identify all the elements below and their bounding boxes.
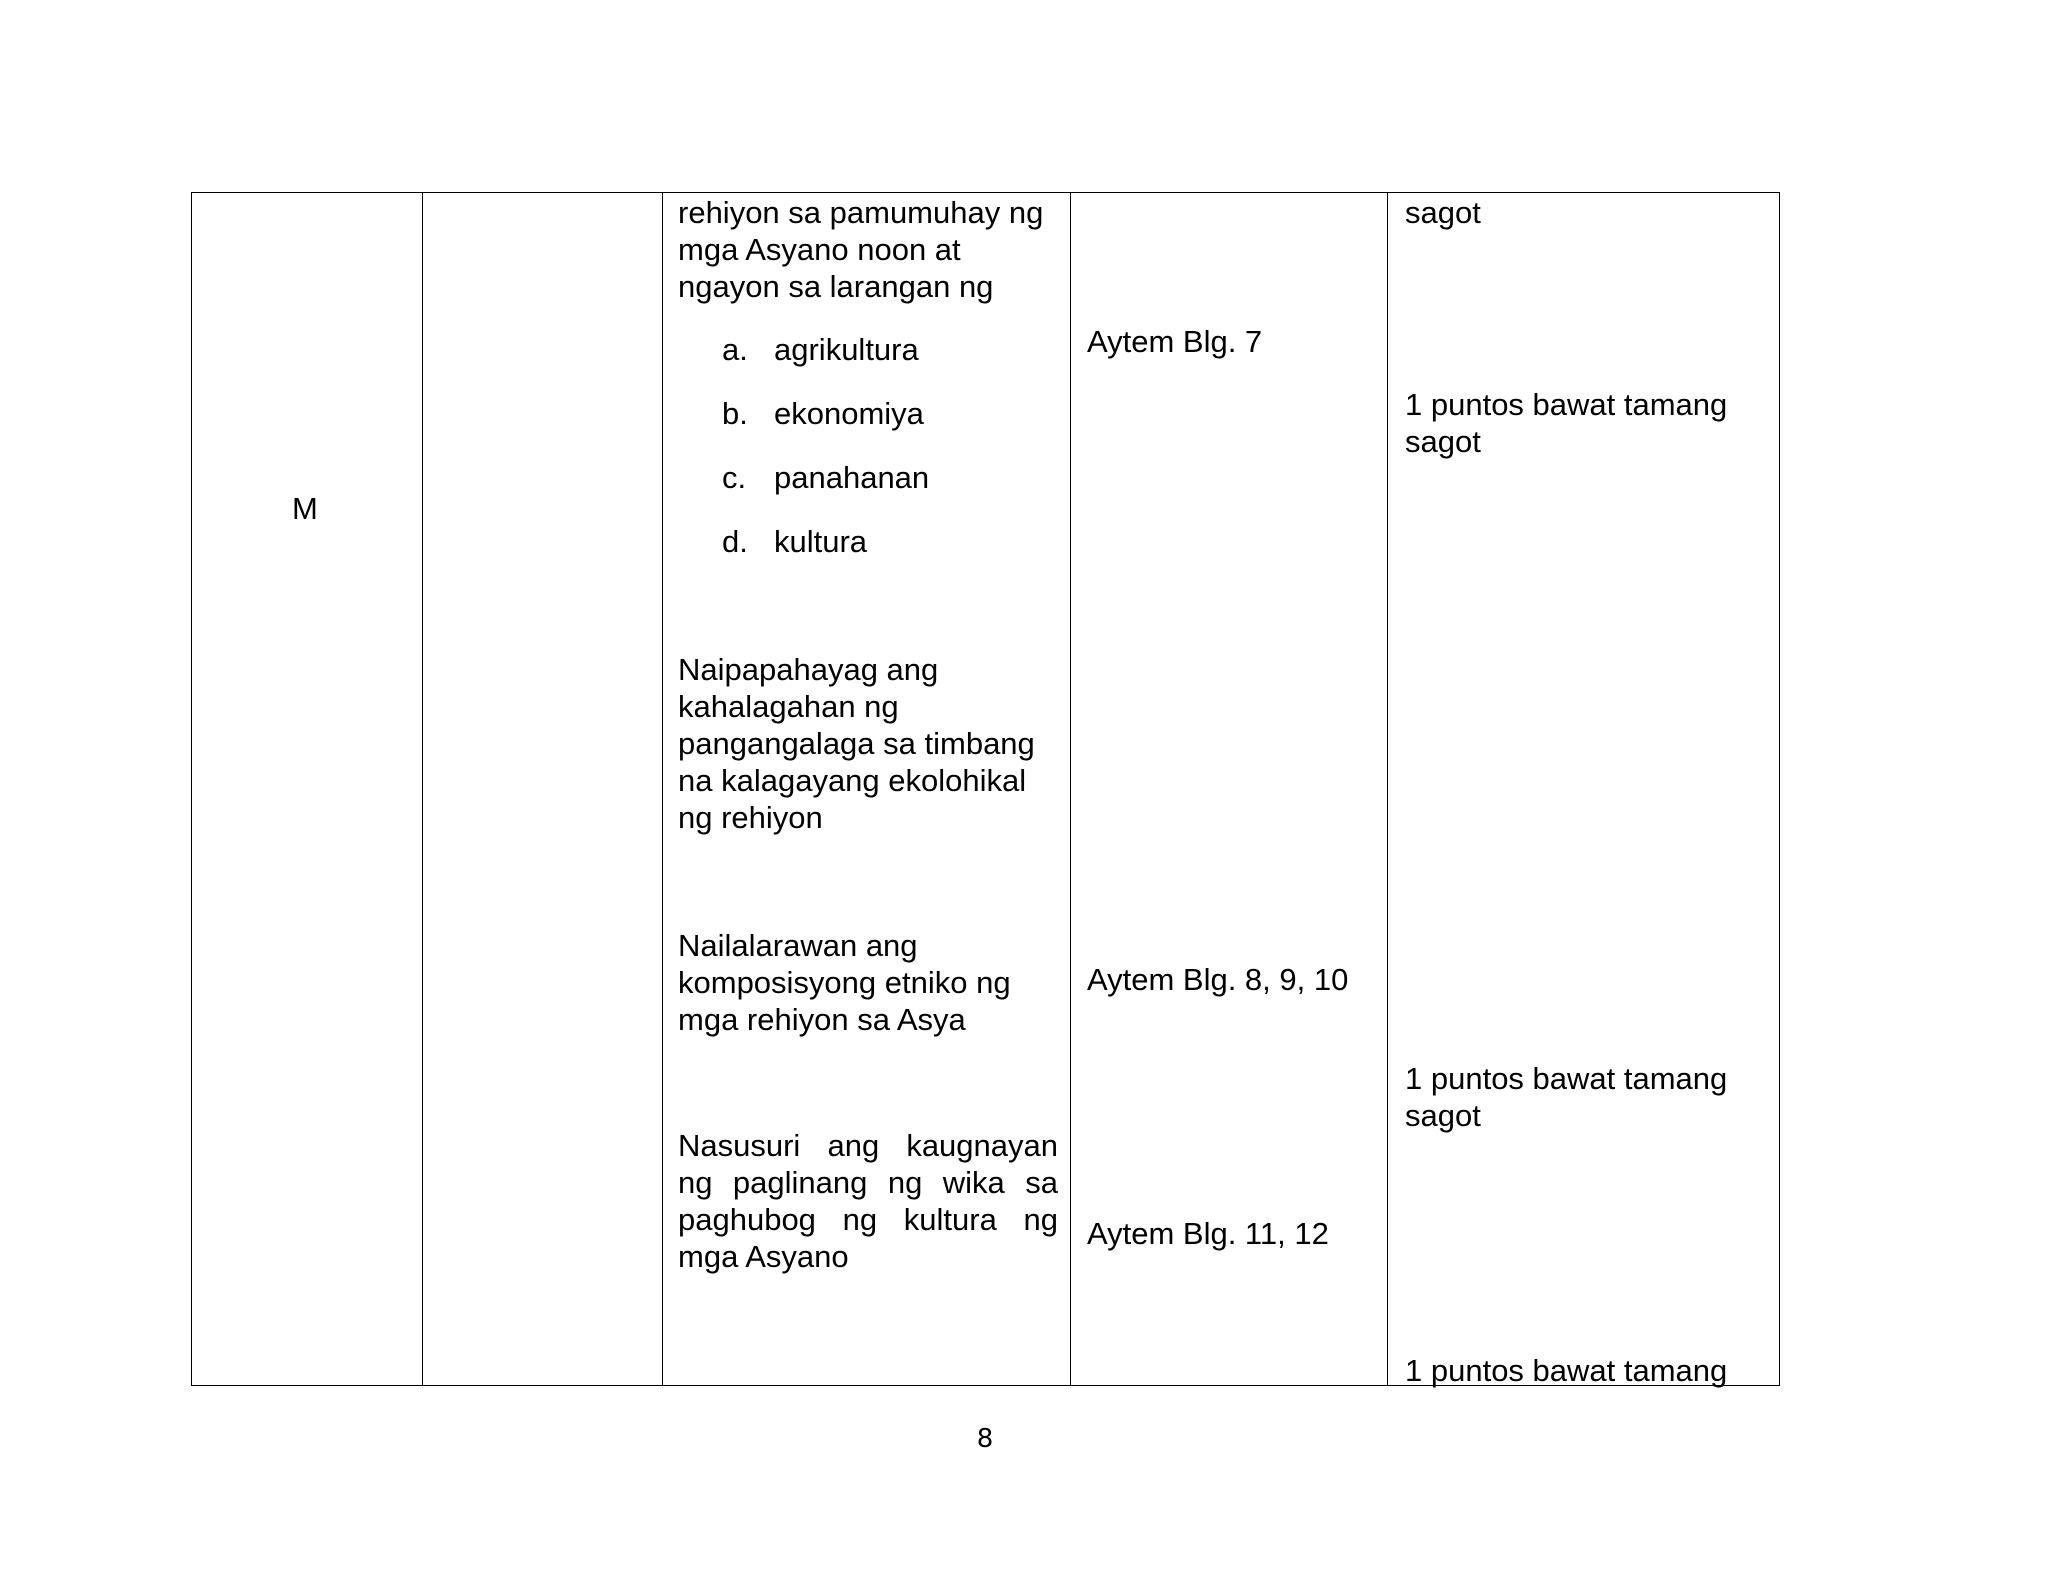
list-item <box>722 331 919 368</box>
competency-ethnic: Nailalarawan ang komposisyong etniko ng mga rehiyon sa Asya <box>678 928 1011 1037</box>
list-item <box>722 523 867 560</box>
column-divider-4 <box>1387 192 1388 1386</box>
list-marker: d. <box>722 524 748 559</box>
list-text: agrikultura <box>774 332 919 367</box>
column-divider-2 <box>662 192 663 1386</box>
level-cell: M <box>292 491 318 526</box>
list-item <box>722 395 924 432</box>
list-marker: c. <box>722 460 747 495</box>
list-marker: a. <box>722 332 748 367</box>
score-text: 1 puntos bawat tamang <box>1405 1353 1728 1388</box>
list-text: panahanan <box>774 460 930 495</box>
item-number: Aytem Blg. 8, 9, 10 <box>1087 962 1349 997</box>
item-number: Aytem Blg. 11, 12 <box>1087 1216 1329 1251</box>
list-text: kultura <box>774 524 868 559</box>
list-text: ekonomiya <box>774 396 924 431</box>
page-number: 8 <box>976 1424 994 1454</box>
item-number: Aytem Blg. 7 <box>1087 324 1263 359</box>
score-text: 1 puntos bawat tamang sagot <box>1405 1061 1728 1133</box>
column-divider-1 <box>422 192 423 1386</box>
competency-intro: rehiyon sa pamumuhay ng mga Asyano noon at ngayon sa larangan ng <box>678 195 1044 304</box>
competency-language: Nasusuri ang kaugnayan ng paglinang ng wika sa paghubog ng kultura ng mga Asyano <box>678 1128 1058 1274</box>
list-marker: b. <box>722 396 748 431</box>
column-divider-3 <box>1070 192 1071 1386</box>
list-item <box>722 459 929 496</box>
competency-ecology: Naipapahayag ang kahalagahan ng pangangalaga sa timbang na kalagayang ekolohikal ng rehiyon <box>678 652 1035 835</box>
score-text: sagot <box>1405 195 1481 230</box>
score-text: 1 puntos bawat tamang sagot <box>1405 387 1728 459</box>
